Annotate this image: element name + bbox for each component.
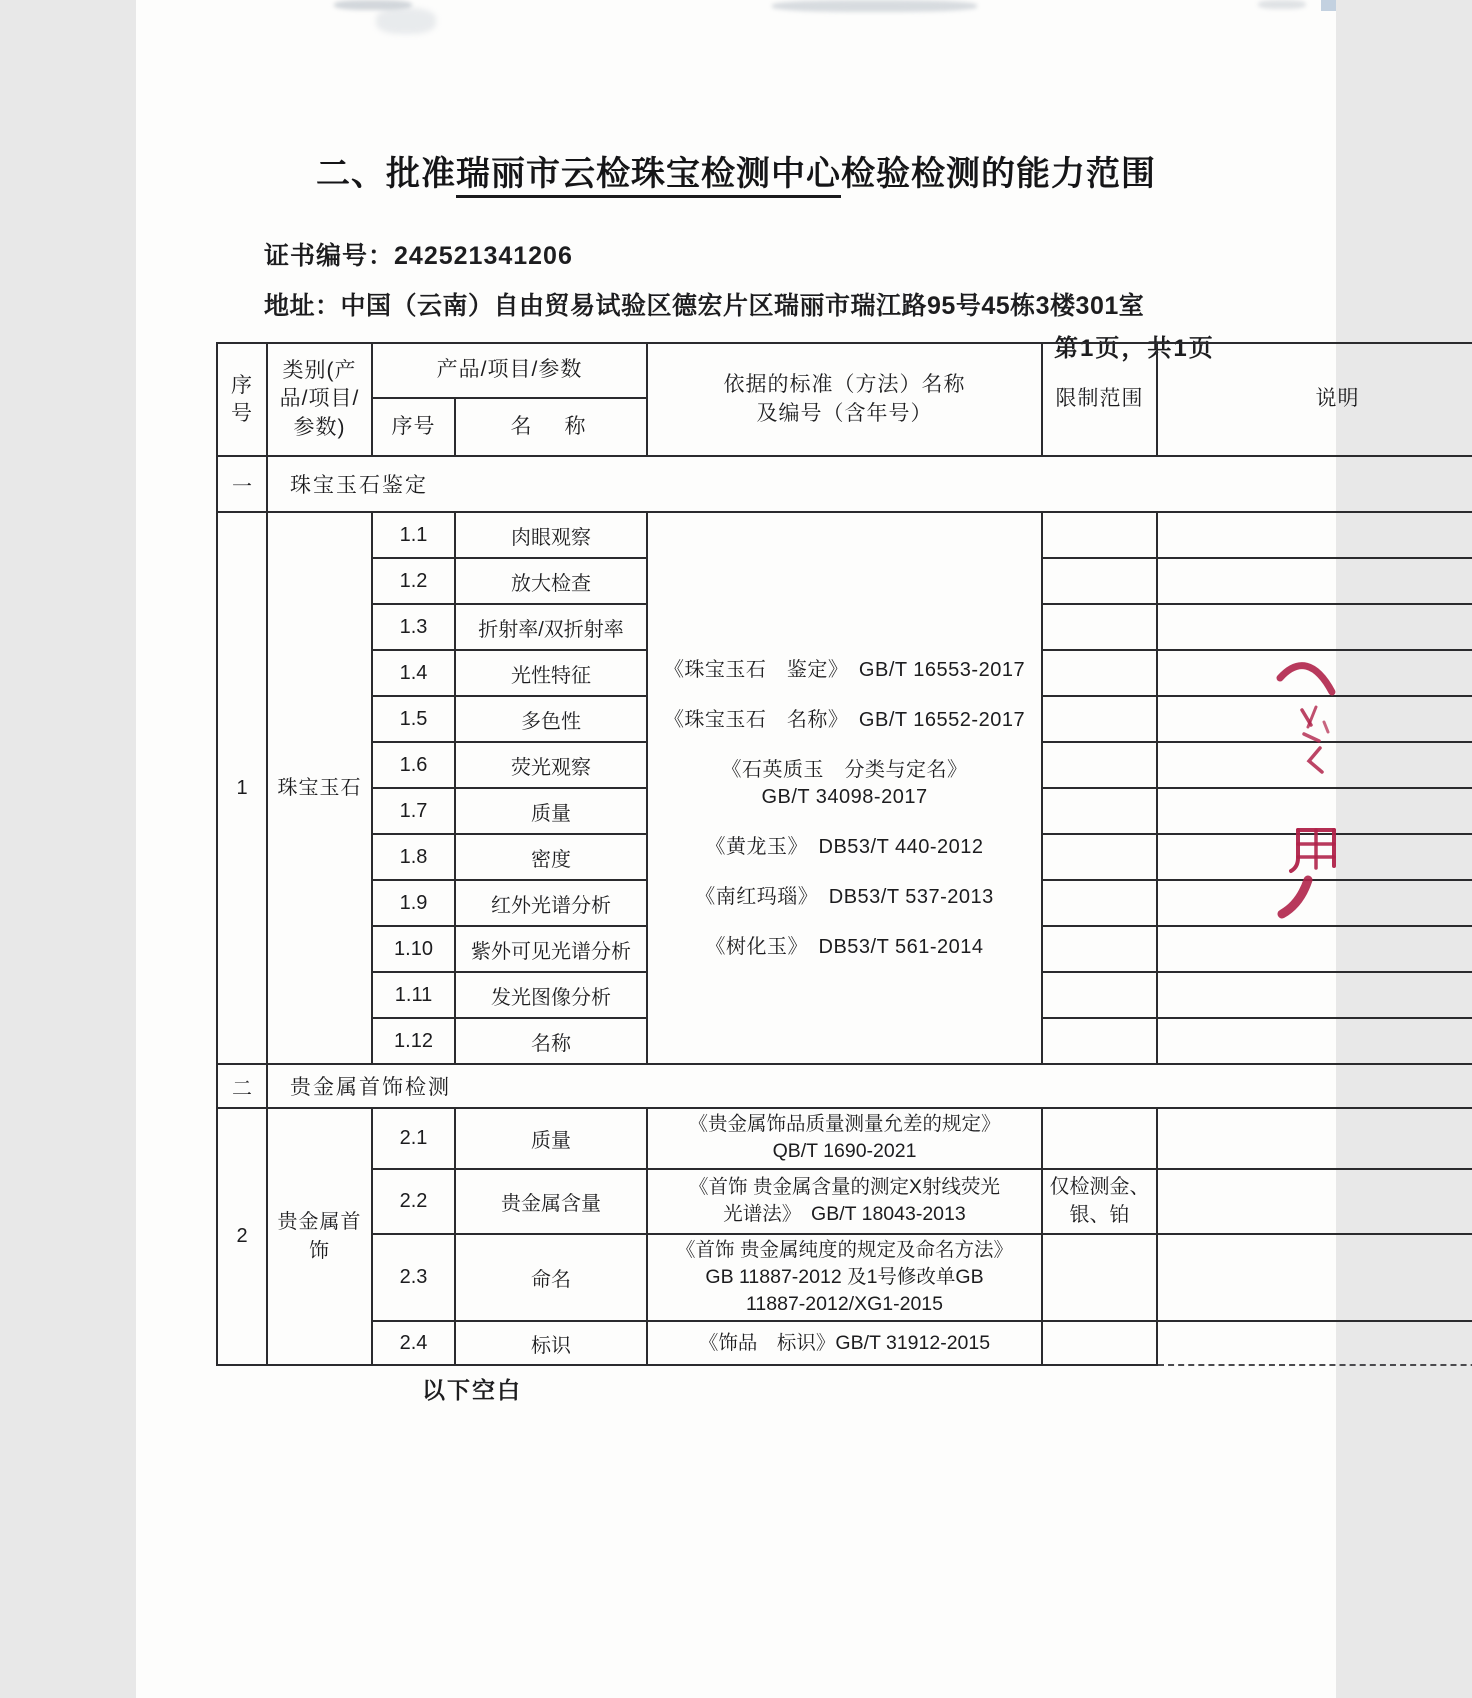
- header-note: 说明: [1157, 343, 1472, 456]
- row-1-category-text: 珠宝玉石: [277, 776, 362, 799]
- header-sub-name: 名 称: [455, 398, 647, 456]
- page-title: [136, 146, 1336, 195]
- header-category: 类别(产 品/项目/ 参数): [267, 343, 372, 456]
- standard-entry: 《石英质玉 分类与定名》 GB/T 34098-2017: [721, 759, 968, 808]
- restriction-cell: [1042, 1321, 1157, 1365]
- section-2-seq: 二: [217, 1064, 267, 1108]
- restriction-cell: [1042, 1234, 1157, 1322]
- page-title-org-name: 瑞丽市云检珠宝检测中心: [456, 155, 841, 198]
- item-name: 发光图像分析: [455, 972, 647, 1018]
- note-cell: [1157, 1234, 1472, 1322]
- item-no: 1.1: [372, 512, 455, 558]
- section-row-1: [217, 456, 1472, 512]
- note-cell: [1157, 1321, 1472, 1365]
- item-no: 1.10: [372, 926, 455, 972]
- item-no: 1.2: [372, 558, 455, 604]
- note-cell: [1157, 926, 1472, 972]
- header-sub-seq: 序号: [372, 398, 455, 456]
- table-row: [217, 1234, 1472, 1322]
- item-name: 紫外可见光谱分析: [455, 926, 647, 972]
- item-no: 2.2: [372, 1169, 455, 1234]
- item-name: 光性特征: [455, 650, 647, 696]
- note-cell: [1157, 604, 1472, 650]
- item-no: 1.8: [372, 834, 455, 880]
- certificate-number-line: [264, 236, 573, 272]
- scan-smudge: [772, 0, 977, 12]
- scan-smudge: [1258, 0, 1306, 9]
- item-name: 肉眼观察: [455, 512, 647, 558]
- certificate-number-value: 242521341206: [394, 242, 573, 270]
- scanned-certificate-page: [136, 0, 1360, 1698]
- row-2-category-text: 贵金属首饰: [277, 1210, 362, 1262]
- section-1-title: 珠宝玉石鉴定: [267, 456, 1472, 512]
- item-standard: 《首饰 贵金属含量的测定X射线荧光 光谱法》 GB/T 18043-2013: [647, 1169, 1042, 1234]
- item-name: 密度: [455, 834, 647, 880]
- item-standard: 《贵金属饰品质量测量允差的规定》 QB/T 1690-2021: [647, 1108, 1042, 1169]
- item-name: 荧光观察: [455, 742, 647, 788]
- section-1-standards-cell: [647, 512, 1042, 1064]
- section-2-title: 贵金属首饰检测: [267, 1064, 1472, 1108]
- address-label: 地址：: [264, 292, 341, 320]
- item-no: 2.4: [372, 1321, 455, 1365]
- item-standard: 《首饰 贵金属纯度的规定及命名方法》 GB 11887-2012 及1号修改单GB 11887-2012/XG1-2015: [647, 1234, 1042, 1322]
- item-no: 1.5: [372, 696, 455, 742]
- below-blank-note: 以下空白: [422, 1377, 522, 1403]
- red-stamp-marks: [1274, 652, 1336, 922]
- item-name: 标识: [455, 1321, 647, 1365]
- restriction-cell: [1042, 1018, 1157, 1064]
- scan-smudge: [334, 0, 412, 10]
- restriction-cell: [1042, 926, 1157, 972]
- item-name: 放大检查: [455, 558, 647, 604]
- item-name: 多色性: [455, 696, 647, 742]
- standards-list: [652, 595, 1037, 981]
- header-standard: 依据的标准（方法）名称 及编号（含年号）: [647, 343, 1042, 456]
- section-1-seq: 一: [217, 456, 267, 512]
- restriction-cell: [1042, 696, 1157, 742]
- item-no: 1.6: [372, 742, 455, 788]
- restriction-cell: [1042, 558, 1157, 604]
- table-header-row-1: [217, 343, 1472, 398]
- note-cell: [1157, 558, 1472, 604]
- item-name: 质量: [455, 1108, 647, 1169]
- section-row-2: [217, 1064, 1472, 1108]
- item-no: 1.9: [372, 880, 455, 926]
- header-seq: 序 号: [217, 343, 267, 456]
- restriction-cell: 仅检测金、 银、铂: [1042, 1169, 1157, 1234]
- header-restriction: 限制范围: [1042, 343, 1157, 456]
- page-title-suffix: 检验检测的能力范围: [841, 155, 1156, 193]
- item-no: 1.12: [372, 1018, 455, 1064]
- note-cell: [1157, 1169, 1472, 1234]
- restriction-cell: [1042, 788, 1157, 834]
- standard-entry: 《黄龙玉》 DB53/T 440-2012: [705, 836, 984, 858]
- item-no: 1.11: [372, 972, 455, 1018]
- note-cell: [1157, 1108, 1472, 1169]
- item-name: 名称: [455, 1018, 647, 1064]
- page-title-prefix: 二、批准: [316, 155, 456, 193]
- item-no: 2.3: [372, 1234, 455, 1322]
- standard-entry: 《南红玛瑙》 DB53/T 537-2013: [695, 886, 994, 908]
- table-row: [217, 1321, 1472, 1365]
- page-indicator: 第1页，共1页: [1054, 335, 1215, 362]
- certificate-number-label: 证书编号：: [264, 242, 395, 270]
- item-name: 红外光谱分析: [455, 880, 647, 926]
- item-name: 贵金属含量: [455, 1169, 647, 1234]
- note-cell: [1157, 512, 1472, 558]
- address-line: [264, 286, 1144, 322]
- note-cell: [1157, 972, 1472, 1018]
- item-name: 命名: [455, 1234, 647, 1322]
- standard-entry: 《树化玉》 DB53/T 561-2014: [705, 936, 984, 958]
- scan-corner-mark: [1321, 0, 1336, 11]
- restriction-cell: [1042, 1108, 1157, 1169]
- standard-entry: 《珠宝玉石 鉴定》 GB/T 16553-2017: [663, 659, 1026, 681]
- row-1-category: [267, 512, 372, 1064]
- note-cell: [1157, 1018, 1472, 1064]
- item-name: 折射率/双折射率: [455, 604, 647, 650]
- item-name: 质量: [455, 788, 647, 834]
- table-row: [217, 1108, 1472, 1169]
- standard-entry: 《珠宝玉石 名称》 GB/T 16552-2017: [663, 709, 1026, 731]
- restriction-cell: [1042, 742, 1157, 788]
- scan-smudge: [376, 8, 436, 34]
- row-1-seq: 1: [217, 512, 267, 1064]
- item-standard: 《饰品 标识》GB/T 31912-2015: [647, 1321, 1042, 1365]
- table-row: [217, 512, 1472, 558]
- restriction-cell: [1042, 512, 1157, 558]
- item-no: 1.4: [372, 650, 455, 696]
- restriction-cell: [1042, 604, 1157, 650]
- restriction-cell: [1042, 834, 1157, 880]
- item-no: 1.7: [372, 788, 455, 834]
- row-2-category: [267, 1108, 372, 1365]
- item-no: 2.1: [372, 1108, 455, 1169]
- item-no: 1.3: [372, 604, 455, 650]
- row-2-seq: 2: [217, 1108, 267, 1365]
- restriction-cell: [1042, 650, 1157, 696]
- table-row: [217, 1169, 1472, 1234]
- restriction-cell: [1042, 880, 1157, 926]
- address-value: 中国（云南）自由贸易试验区德宏片区瑞丽市瑞江路95号45栋3楼301室: [340, 292, 1145, 320]
- header-product-group: 产品/项目/参数: [372, 343, 647, 398]
- restriction-cell: [1042, 972, 1157, 1018]
